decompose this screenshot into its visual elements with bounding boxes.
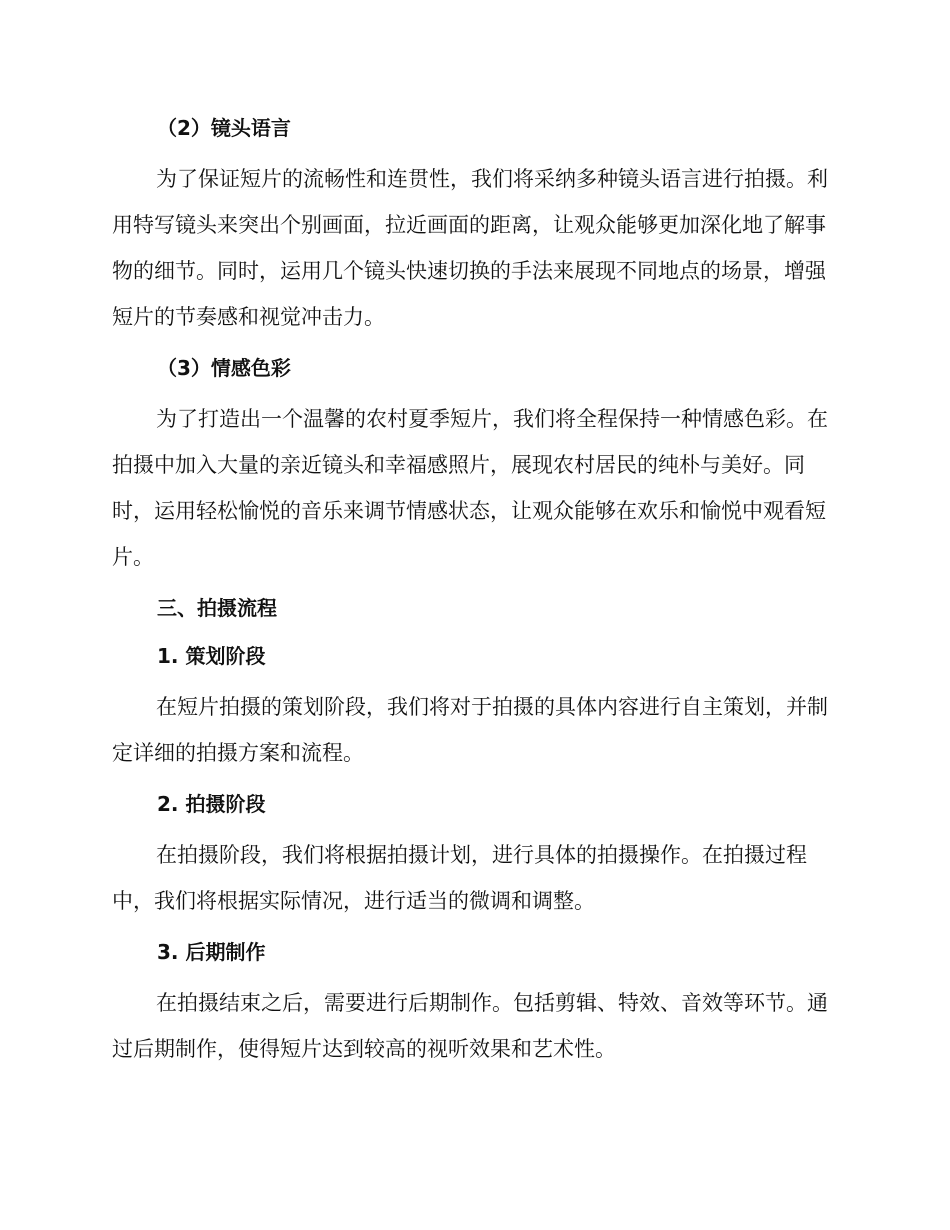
section-heading-planning-stage: 1. 策划阶段 bbox=[157, 644, 266, 668]
section-heading-shooting-process: 三、拍摄流程 bbox=[157, 596, 277, 620]
section-heading-emotional-color: （3）情感色彩 bbox=[157, 356, 291, 380]
section-heading-post-production: 3. 后期制作 bbox=[157, 940, 266, 964]
paragraph-planning-stage: 在短片拍摄的策划阶段，我们将对于拍摄的具体内容进行自主策划，并制定详细的拍摄方案和流程。 bbox=[112, 695, 828, 765]
section-heading-lens-language: （2）镜头语言 bbox=[157, 116, 291, 140]
paragraph-shooting-stage: 在拍摄阶段，我们将根据拍摄计划，进行具体的拍摄操作。在拍摄过程中，我们将根据实际情况，进行适当的微调和调整。 bbox=[112, 843, 807, 913]
paragraph-emotional-color: 为了打造出一个温馨的农村夏季短片，我们将全程保持一种情感色彩。在拍摄中加入大量的亲近镜头和幸福感照片，展现农村居民的纯朴与美好。同时，运用轻松愉悦的音乐来调节情感状态，让观众能够在欢乐和愉悦中观看短片。 bbox=[112, 407, 828, 569]
paragraph-post-production: 在拍摄结束之后，需要进行后期制作。包括剪辑、特效、音效等环节。通过后期制作，使得短片达到较高的视听效果和艺术性。 bbox=[112, 991, 828, 1061]
paragraph-lens-language: 为了保证短片的流畅性和连贯性，我们将采纳多种镜头语言进行拍摄。利用特写镜头来突出个别画面，拉近画面的距离，让观众能够更加深化地了解事物的细节。同时，运用几个镜头快速切换的手法来展现不同地点的场景，增强短片的节奏感和视觉冲击力。 bbox=[112, 167, 828, 329]
section-heading-shooting-stage: 2. 拍摄阶段 bbox=[157, 792, 266, 816]
document-body bbox=[112, 108, 832, 1080]
